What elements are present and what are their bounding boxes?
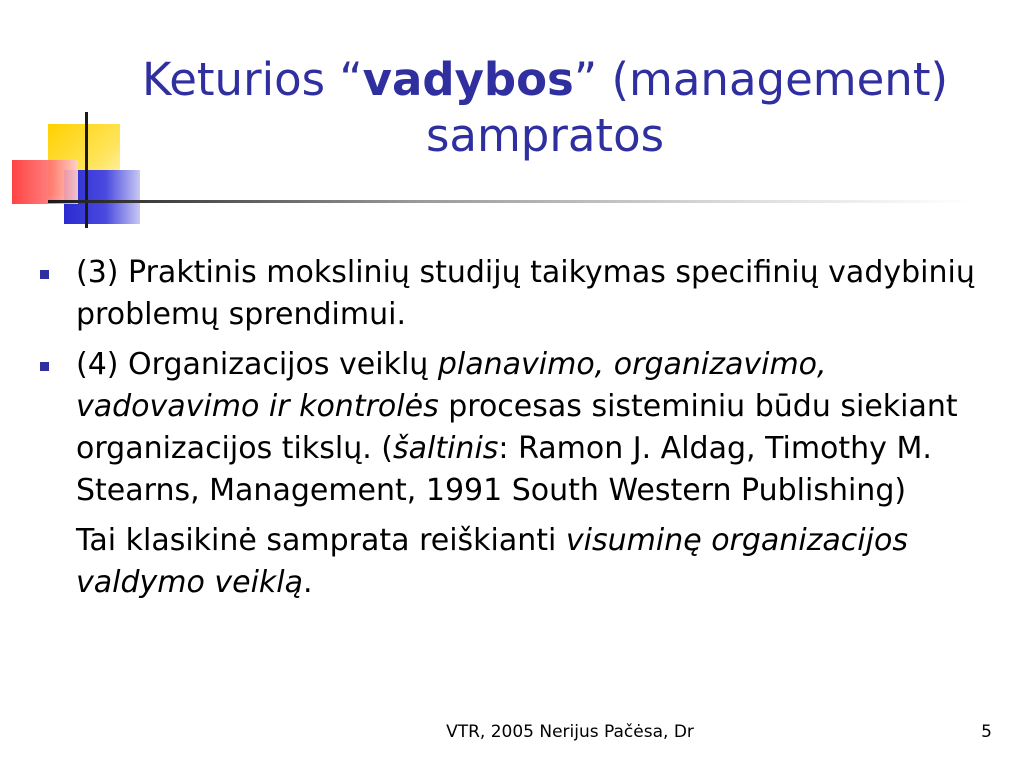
bullet-square-icon bbox=[40, 362, 49, 371]
title-part2: ” (management) bbox=[573, 53, 949, 106]
bullet-text-part2: procesas sisteminiu būdu siekiant organizacijos tikslų. ( bbox=[76, 389, 958, 466]
bullet-item-3 bbox=[34, 252, 994, 336]
title-line2: sampratos bbox=[425, 109, 665, 162]
red-square-decoration bbox=[12, 160, 78, 204]
note-text-part1: Tai klasikinė samprata reiškianti bbox=[76, 523, 566, 558]
bullet-text-part1: (4) Organizacijos veiklų bbox=[76, 347, 438, 382]
slide-title bbox=[80, 52, 1010, 164]
bullet-item-4 bbox=[34, 344, 994, 512]
title-bold-word: vadybos bbox=[362, 53, 574, 106]
slide-number: 5 bbox=[981, 722, 992, 742]
note-paragraph bbox=[34, 520, 994, 604]
source-label: šaltinis bbox=[392, 431, 499, 466]
note-italic-phrase: visuminę organizacijos valdymo veiklą bbox=[76, 523, 908, 600]
bullet-italic-phrase: planavimo, organizavimo, vadovavimo ir kontrolės bbox=[76, 347, 827, 424]
bullet-text: (3) Praktinis mokslinių studijų taikymas specifinių vadybinių problemų sprendimui. bbox=[76, 255, 975, 332]
note-text-part2: . bbox=[303, 565, 313, 600]
title-underline bbox=[48, 200, 972, 203]
bullet-text-part3: : Ramon J. Aldag, Timothy M. Stearns, Management, 1991 South Western Publishing) bbox=[76, 431, 932, 508]
bullet-square-icon bbox=[40, 270, 49, 279]
slide-content bbox=[34, 252, 994, 604]
footer-text: VTR, 2005 Nerijus Pačėsa, Dr bbox=[446, 722, 694, 742]
title-part1: Keturios “ bbox=[141, 53, 363, 106]
